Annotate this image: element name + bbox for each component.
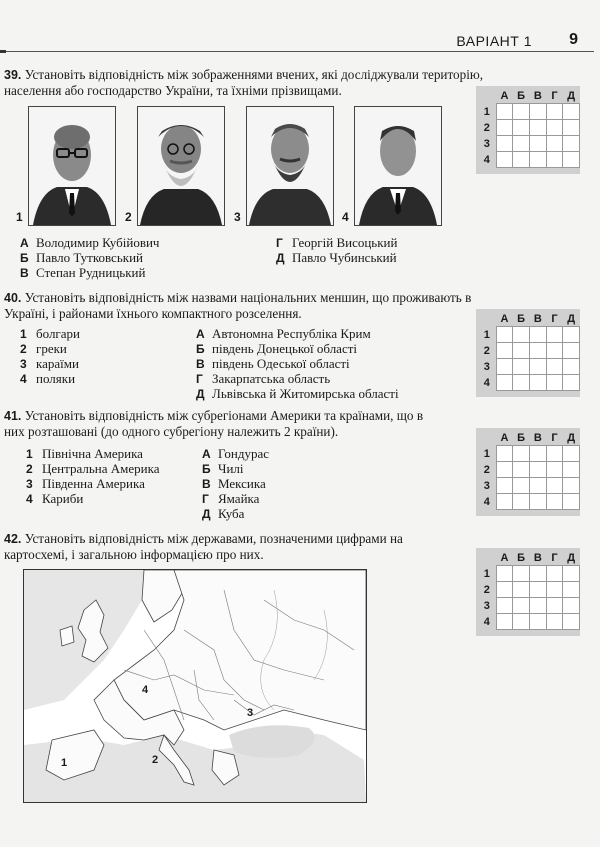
answer-grid-41[interactable]: А Б В Г Д 1 2 3 4: [476, 428, 580, 516]
item-3: 3 Південна Америка: [26, 476, 145, 491]
question-number: 41.: [4, 409, 22, 423]
question-40: [4, 290, 474, 322]
option-d: Д Павло Чубинський: [276, 250, 397, 265]
option-d: Д Львівська й Житомирська області: [196, 386, 399, 401]
item-1: 1 болгари: [20, 326, 80, 341]
portrait-label-4: 4: [342, 210, 349, 224]
portrait-label-3: 3: [234, 210, 241, 224]
item-4: 4 поляки: [20, 371, 76, 386]
question-number: 42.: [4, 532, 22, 546]
portrait-label-1: 1: [16, 210, 23, 224]
option-a: А Автономна Республіка Крим: [196, 326, 371, 341]
question-text: Установіть відповідність між субрегіонами Америки та країнами, що в них розташовані (до одного субрегіону належить 2 країни).: [4, 408, 424, 439]
portrait-image: [138, 107, 224, 225]
header-rule: [6, 51, 594, 52]
option-v: В Мексика: [202, 476, 266, 491]
answer-grid-39[interactable]: А Б В Г Д 1 2 3 4: [476, 86, 580, 174]
question-number: 39.: [4, 68, 22, 82]
question-text: Установіть відповідність між державами, позначеними цифрами на картосхемі, і загальною інформацією про них.: [4, 531, 403, 562]
portrait-label-2: 2: [125, 210, 132, 224]
portrait-3: [246, 106, 334, 226]
question-41: [4, 408, 434, 440]
map-label-2: 2: [152, 754, 159, 766]
option-a: А Гондурас: [202, 446, 269, 461]
portrait-image: [29, 107, 115, 225]
answer-grid-42[interactable]: А Б В Г Д 1 2 3 4: [476, 548, 580, 636]
portrait-2: [137, 106, 225, 226]
map-outline: [24, 570, 366, 802]
map-label-3: 3: [247, 707, 254, 719]
option-g: Г Закарпатська область: [196, 371, 331, 386]
option-g: Г Георгій Висоцький: [276, 235, 398, 250]
page-header: [0, 0, 600, 50]
europe-map: [23, 569, 367, 803]
page-number: 9: [569, 31, 578, 48]
variant-label: ВАРІАНТ 1: [456, 33, 532, 49]
question-39: [4, 67, 484, 99]
item-2: 2 Центральна Америка: [26, 461, 160, 476]
answer-grid-40[interactable]: А Б В Г Д 1 2 3 4: [476, 309, 580, 397]
question-number: 40.: [4, 291, 22, 305]
portrait-4: [354, 106, 442, 226]
map-label-1: 1: [61, 757, 68, 769]
option-b: Б Павло Тутковський: [20, 250, 143, 265]
question-text: Установіть відповідність між назвами національних меншин, що проживають в Україні, і районами їхнього компактного розселення.: [4, 290, 472, 321]
portrait-image: [247, 107, 333, 225]
item-1: 1 Північна Америка: [26, 446, 143, 461]
item-4: 4 Кариби: [26, 491, 84, 506]
option-d: Д Куба: [202, 506, 245, 521]
map-label-4: 4: [142, 684, 149, 696]
question-text: Установіть відповідність між зображеннями вчених, які досліджували територію, населення або господарство України, та їхніми прізвищами.: [4, 67, 484, 98]
option-b: Б південь Донецької області: [196, 341, 358, 356]
item-3: 3 караїми: [20, 356, 79, 371]
option-g: Г Ямайка: [202, 491, 260, 506]
option-b: Б Чилі: [202, 461, 244, 476]
item-2: 2 греки: [20, 341, 67, 356]
option-v: В Степан Рудницький: [20, 265, 146, 280]
header-rule-mark: [0, 50, 6, 53]
option-v: В південь Одеської області: [196, 356, 350, 371]
question-42: [4, 531, 404, 563]
portrait-image: [355, 107, 441, 225]
portrait-1: [28, 106, 116, 226]
option-a: А Володимир Кубійович: [20, 235, 160, 250]
